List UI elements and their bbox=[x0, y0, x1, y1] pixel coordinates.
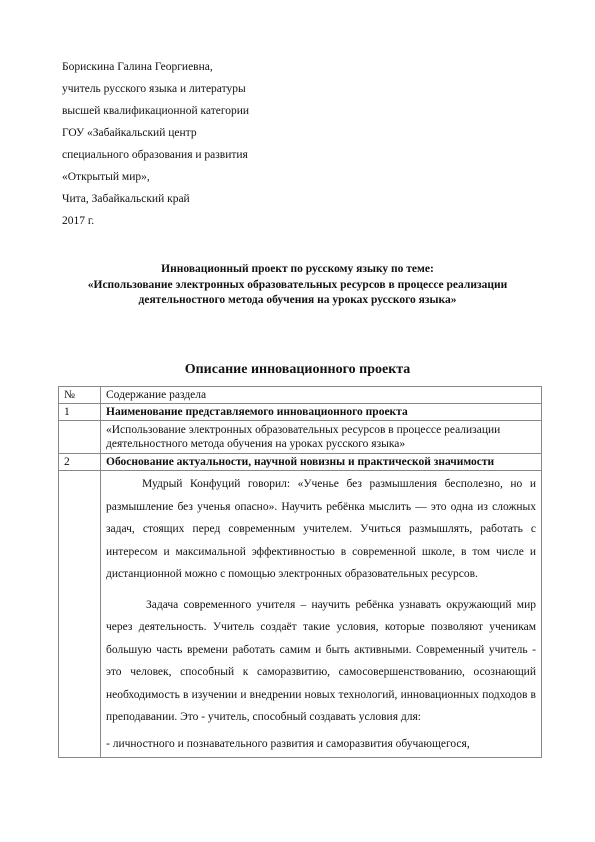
paragraph: Задача современного учителя – научить ребёнка узнавать окружающий мир через деятельность. Учитель создаёт такие условия, которые позволяют ученикам большую часть времени работать самим и быть активными. Современный учитель - это человек, способный к саморазвитию, самосовершенствованию, осознающий необходимость в изучении и внедрении новых технологий, инновационных подходов в преподавании. Это - учитель, способный создавать условия для: bbox=[106, 598, 536, 723]
list-item: - личностного и познавательного развития и саморазвития обучающегося, bbox=[106, 737, 470, 750]
header-number-cell: № bbox=[59, 387, 101, 404]
project-name-cell: «Использование электронных образовательных ресурсов в процессе реализации деятельностного метода обучения на уроках русского языка» bbox=[101, 421, 542, 454]
table-row bbox=[59, 404, 542, 421]
justification-cell bbox=[101, 471, 542, 758]
table-header-row bbox=[59, 387, 542, 404]
table-row bbox=[59, 471, 542, 758]
section-heading-cell: Наименование представляемого инновационного проекта bbox=[101, 404, 542, 421]
description-heading: Описание инновационного проекта bbox=[184, 362, 411, 377]
row-number-cell bbox=[59, 421, 101, 454]
author-category: высшей квалификационной категории bbox=[62, 105, 250, 117]
row-number-cell: 1 bbox=[59, 404, 101, 421]
row-number-cell bbox=[59, 471, 101, 758]
author-city: Чита, Забайкальский край bbox=[62, 193, 190, 205]
project-title-line-3: деятельностного метода обучения на уроках русского языка» bbox=[138, 294, 457, 306]
header-content-cell: Содержание раздела bbox=[101, 387, 542, 404]
project-title bbox=[40, 262, 555, 309]
project-description-table bbox=[58, 386, 542, 758]
row-number-cell: 2 bbox=[59, 454, 101, 471]
author-organization-cont: специального образования и развития bbox=[62, 149, 248, 161]
table-row bbox=[59, 421, 542, 454]
author-name: Борискина Галина Георгиевна, bbox=[62, 61, 213, 73]
author-organization: ГОУ «Забайкальский центр bbox=[62, 127, 197, 139]
section-heading-cell: Обоснование актуальности, научной новизны и практической значимости bbox=[101, 454, 542, 471]
table-row bbox=[59, 454, 542, 471]
author-year: 2017 г. bbox=[62, 215, 95, 227]
author-block bbox=[62, 56, 249, 232]
author-organization-name: «Открытый мир», bbox=[62, 171, 150, 183]
paragraph: Мудрый Конфуций говорил: «Ученье без размышления бесполезно, но и размышление без ученья опасно». Научить ребёнка мыслить — это одна из сложных задач, стоящих перед современным учителем. Учиться размышлять, работать с интересом и максимальной эффективностью в современной школе, в том числе и дистанционной можно с помощью электронных образовательных ресурсов. bbox=[106, 478, 536, 580]
author-position: учитель русского языка и литературы bbox=[62, 83, 246, 95]
project-title-line-1: Инновационный проект по русскому языку по теме: bbox=[161, 263, 434, 275]
project-title-line-2: «Использование электронных образовательных ресурсов в процессе реализации bbox=[87, 278, 508, 291]
